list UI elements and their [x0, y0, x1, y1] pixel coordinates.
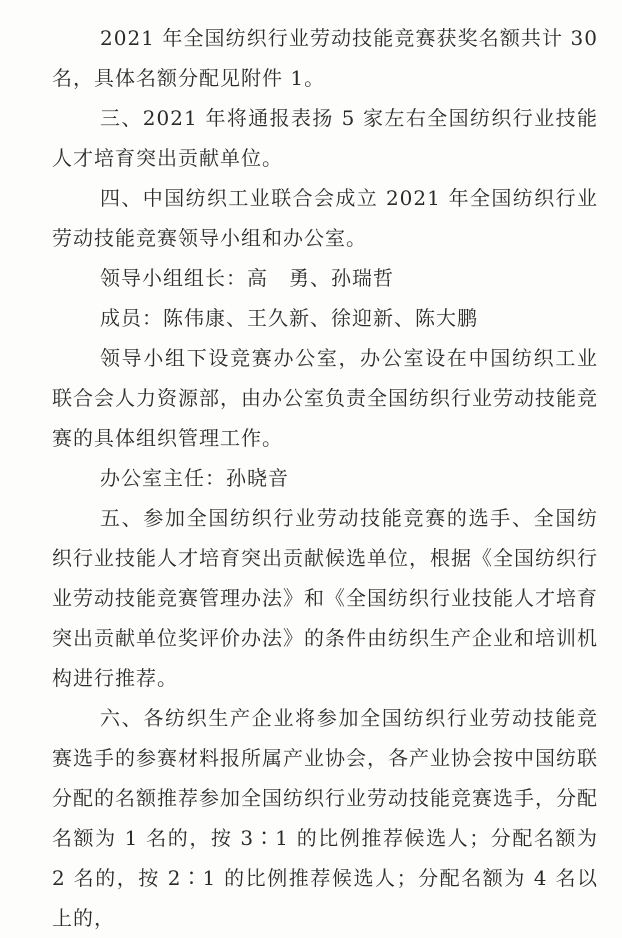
paragraph-section-four: 四、中国纺织工业联合会成立 2021 年全国纺织行业劳动技能竞赛领导小组和办公室。 — [52, 186, 598, 250]
paragraph-office-director: 办公室主任：孙晓音 — [100, 466, 289, 490]
paragraph-section-three: 三、2021 年将通报表扬 5 家左右全国纺织行业技能人才培育突出贡献单位。 — [52, 106, 598, 170]
paragraph-section-six: 六、各纺织生产企业将参加全国纺织行业劳动技能竞赛选手的参赛材料报所属产业协会，各产业协会按中国纺联分配的名额推荐参加全国纺织行业劳动技能竞赛选手，分配名额为 1 名的，按 3∶1 的比例推荐候选人；分配名额为 2 名的，按 2∶1 的比例推荐候选人；分配名额为 4 名以上的， — [52, 706, 598, 930]
paragraph-office: 领导小组下设竞赛办公室，办公室设在中国纺织工业联合会人力资源部，由办公室负责全国纺织行业劳动技能竞赛的具体组织管理工作。 — [52, 346, 598, 450]
paragraph-group-leaders: 领导小组组长：高 勇、孙瑞哲 — [100, 266, 394, 290]
paragraph-members: 成员：陈伟康、王久新、徐迎新、陈大鹏 — [100, 306, 478, 330]
paragraph-award-quota: 2021 年全国纺织行业劳动技能竞赛获奖名额共计 30 名，具体名额分配见附件 1。 — [52, 26, 598, 90]
paragraph-section-five: 五、参加全国纺织行业劳动技能竞赛的选手、全国纺织行业技能人才培育突出贡献候选单位，根据《全国纺织行业劳动技能竞赛管理办法》和《全国纺织行业技能人才培育突出贡献单位奖评价办法》的条件由纺织生产企业和培训机构进行推荐。 — [52, 506, 598, 690]
